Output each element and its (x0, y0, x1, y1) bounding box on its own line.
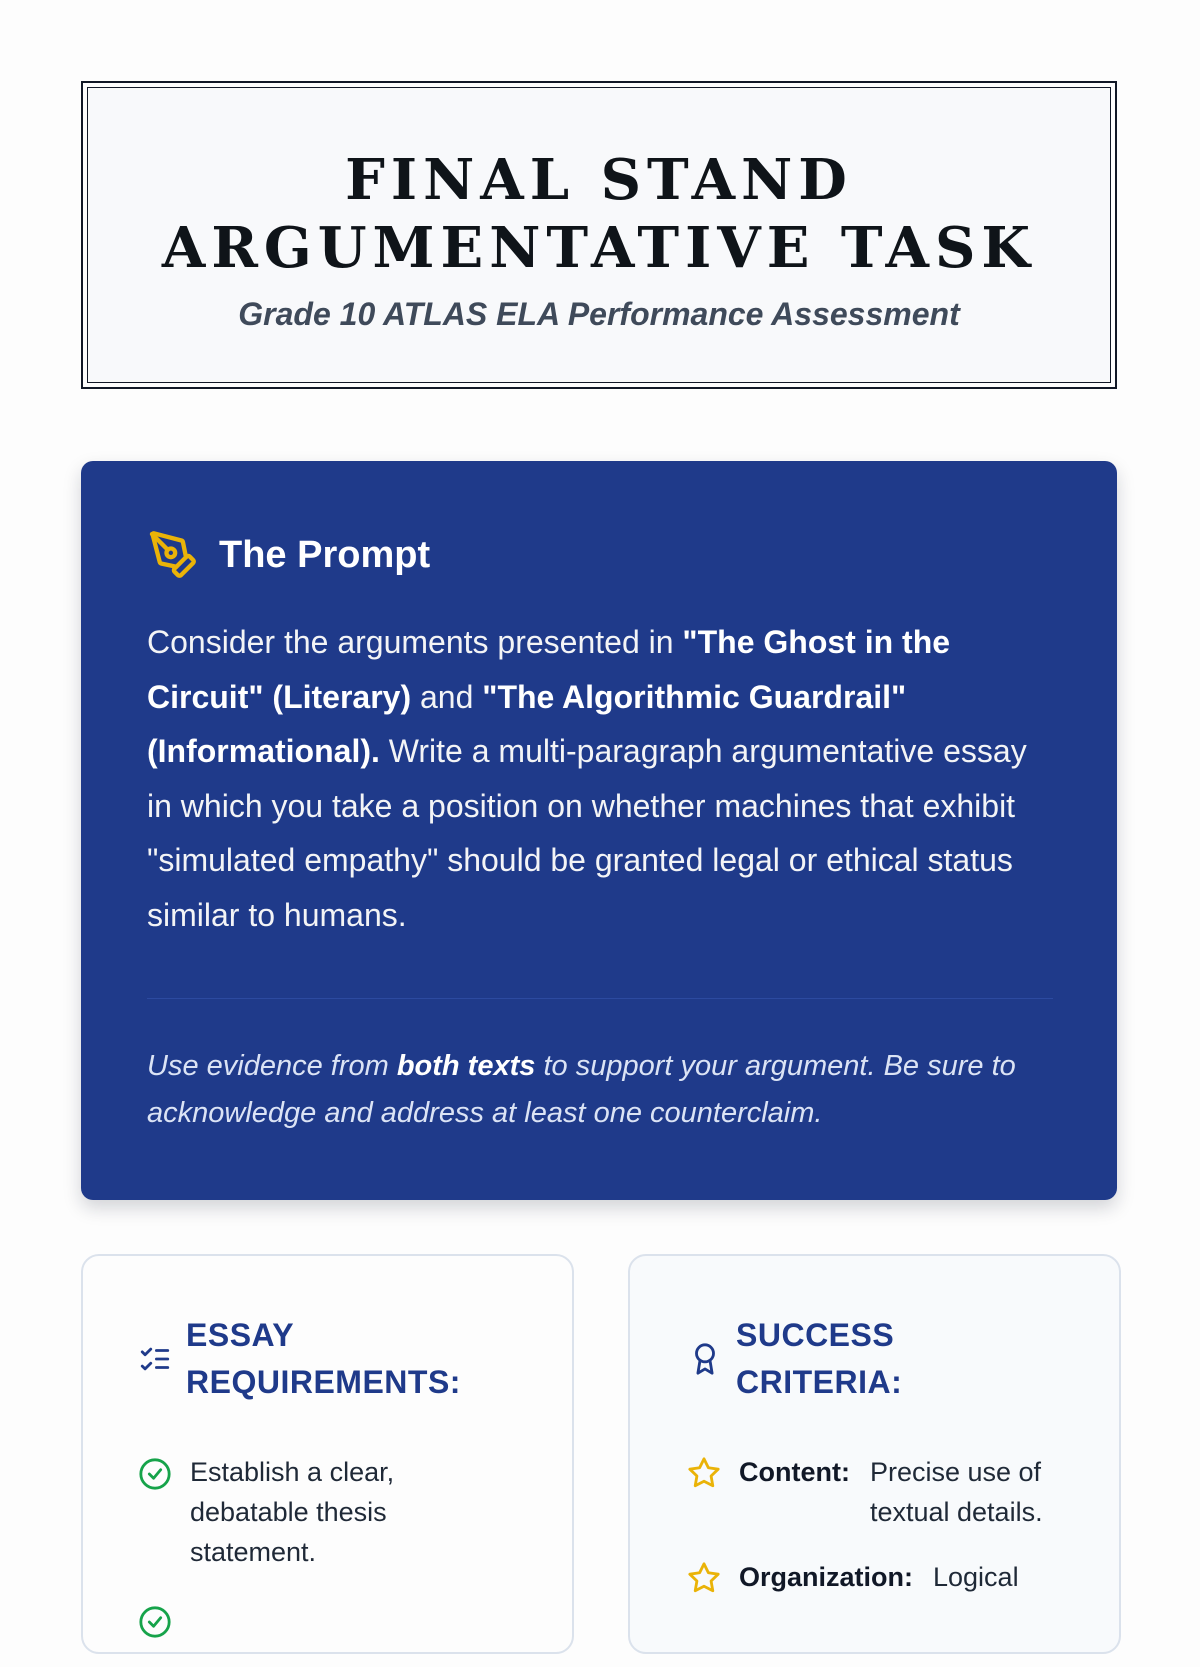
title-frame (81, 81, 1117, 389)
title-frame-inner (87, 87, 1111, 383)
checklist-icon (138, 1339, 172, 1379)
requirement-text: Establish a clear, debatable thesis statement. (190, 1457, 395, 1567)
criterion-text: Logical (933, 1562, 1019, 1592)
success-criteria-title-line-2: CRITERIA: (736, 1364, 903, 1400)
pen-nib-icon (147, 529, 199, 581)
list-item (687, 1452, 1123, 1532)
award-ribbon-icon (688, 1339, 722, 1379)
prompt-note-emphasis: both texts (396, 1050, 536, 1082)
prompt-note (147, 1043, 1051, 1136)
prompt-header (147, 527, 1051, 583)
prompt-text (147, 615, 1051, 942)
page-title-line-2: ARGUMENTATIVE TASK (161, 215, 1037, 281)
requirements-list (138, 1452, 430, 1667)
success-criteria-title-line-1: SUCCESS (736, 1317, 895, 1353)
prompt-divider (147, 998, 1053, 999)
prompt-text-source-informational: "The Algorithmic Guardrail" (Informational). (147, 678, 907, 769)
prompt-text-part-3: and (411, 678, 483, 715)
page-title-line-1: FINAL STAND (345, 147, 853, 213)
prompt-text-part-1: Consider the arguments presented in (147, 624, 683, 660)
prompt-note-part-3: to support your argument. Be sure to acknowledge and address at least one counterclaim. (147, 1050, 1016, 1129)
prompt-card (81, 461, 1117, 1200)
check-circle-icon (138, 1605, 172, 1639)
essay-requirements-card (81, 1254, 574, 1654)
list-item (687, 1557, 1123, 1597)
criteria-list (687, 1452, 1123, 1622)
essay-requirements-title (186, 1312, 461, 1406)
page-subtitle: Grade 10 ATLAS ELA Performance Assessment (238, 296, 960, 332)
success-criteria-header (688, 1312, 902, 1406)
list-item (138, 1452, 430, 1572)
star-icon (687, 1456, 721, 1490)
criterion-label: Organization: (739, 1562, 913, 1592)
essay-requirements-title-line-2: REQUIREMENTS: (186, 1364, 461, 1400)
star-icon (687, 1561, 721, 1595)
success-criteria-card (628, 1254, 1121, 1654)
success-criteria-title (736, 1312, 902, 1406)
prompt-text-source-literary: "The Ghost in the Circuit" (Literary) (147, 624, 951, 715)
criterion-label: Content: (739, 1457, 850, 1487)
prompt-note-part-1: Use evidence from (147, 1050, 397, 1082)
check-circle-icon (138, 1457, 172, 1491)
essay-requirements-title-line-1: ESSAY (186, 1317, 295, 1353)
prompt-title: The Prompt (219, 533, 431, 576)
list-item (138, 1600, 430, 1639)
criterion-text: Precise use of textual details. (869, 1457, 1043, 1527)
prompt-text-part-5: Write a multi-paragraph argumentative essay in which you take a position on whether machines that exhibit "simulated empathy" should be granted legal or ethical status similar to humans. (147, 733, 1027, 933)
essay-requirements-header (138, 1312, 461, 1406)
